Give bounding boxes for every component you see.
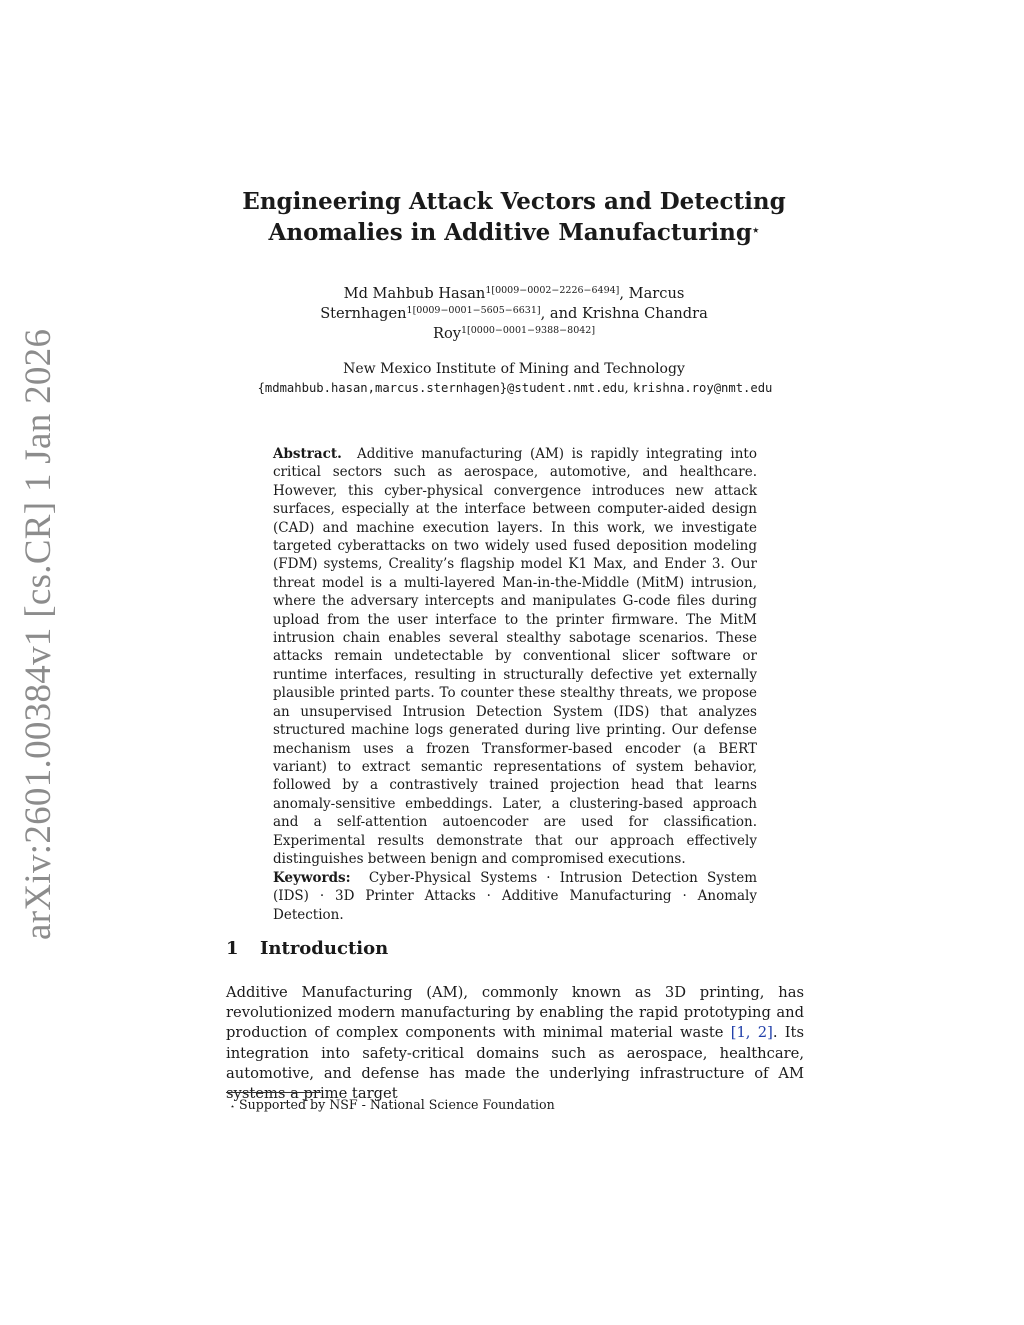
- footnote: [230, 1096, 555, 1113]
- email-separator: ,: [624, 381, 629, 396]
- author-2-name: Sternhagen: [320, 305, 407, 322]
- author-3-name: Roy: [432, 325, 461, 342]
- keywords-text: Cyber-Physical Systems · Intrusion Detection System (IDS) · 3D Printer Attacks · Additive Manufacturing · Anomaly Detection.: [273, 870, 757, 923]
- footnote-text: Supported by NSF - National Science Foundation: [239, 1097, 555, 1112]
- section-heading-introduction: [226, 938, 388, 959]
- intro-paragraph: [226, 983, 804, 1104]
- section-title: Introduction: [260, 938, 389, 959]
- title-line-2-text: Anomalies in Additive Manufacturing: [268, 219, 752, 246]
- email-group[interactable]: {mdmahbub.hasan,marcus.sternhagen}@student.nmt.edu: [257, 381, 625, 395]
- author-2-orcid: 1[0009−0001−5605−6631]: [406, 305, 541, 316]
- affiliation: New Mexico Institute of Mining and Technology: [343, 361, 685, 377]
- paper-title: [224, 186, 804, 248]
- keywords-label: Keywords:: [273, 870, 351, 886]
- author-emails: [200, 379, 830, 398]
- abstract-label: Abstract.: [273, 446, 342, 462]
- author-1-orcid: 1[0009−0002−2226−6494]: [485, 285, 620, 296]
- author-list: [224, 284, 804, 344]
- arxiv-identifier: arXiv:2601.00384v1 [cs.CR] 1 Jan 2026: [18, 328, 59, 940]
- author-1-name: Md Mahbub Hasan: [343, 285, 486, 302]
- intro-text-1: Additive Manufacturing (AM), commonly known as 3D printing, has revolutionized modern manufacturing by enabling the rapid prototyping and production of complex components with minimal material waste: [226, 984, 804, 1042]
- author-separator-2: , and Krishna Chandra: [540, 305, 708, 322]
- citation-link[interactable]: [1, 2]: [730, 1024, 773, 1042]
- keywords: [273, 869, 757, 924]
- abstract: [273, 445, 757, 868]
- abstract-text: Additive manufacturing (AM) is rapidly integrating into critical sectors such as aerospace, automotive, and healthcare. However, this cyber-physical convergence introduces new attack surfaces, especially at the interface between computer-aided design (CAD) and machine execution layers. In this work, we investigate targeted cyberattacks on two widely used fused deposition modeling (FDM) systems, Creality’s flagship model K1 Max, and Ender 3. Our threat model is a multi-layered Man-in-the-Middle (MitM) intrusion, where the adversary intercepts and manipulates G-code files during upload from the user interface to the printer firmware. The MitM intrusion chain enables several stealthy sabotage scenarios. These attacks remain undetectable by conventional slicer software or runtime interfaces, resulting in structurally defective yet externally plausible printed parts. To counter these stealthy threats, we propose an unsupervised Intrusion Detection System (IDS) that analyzes structured machine logs generated during live printing. Our defense mechanism uses a frozen Transformer-based encoder (a BERT variant) to extract semantic representations of system behavior, followed by a contrastively trained projection head that learns anomaly-sensitive embeddings. Later, a clustering-based approach and a self-attention autoencoder are used for classification. Experimental results demonstrate that our approach effectively distinguishes between benign and compromised executions.: [273, 446, 757, 867]
- author-3-orcid: 1[0000−0001−9388−8042]: [460, 325, 596, 336]
- section-number: 1: [226, 938, 239, 959]
- email-krishna[interactable]: krishna.roy@nmt.edu: [632, 381, 773, 395]
- title-line-1: Engineering Attack Vectors and Detecting: [242, 188, 786, 215]
- intro-text-2: . Its integration into safety-critical domains such as aerospace, healthcare, automotive, and defense has made the underlying infrastructure of AM systems a prime target: [226, 1024, 804, 1103]
- footnote-mark: ⋆: [230, 1102, 236, 1111]
- footnote-divider: [226, 1092, 321, 1093]
- title-line-2: [224, 217, 804, 248]
- author-separator-1: , Marcus: [619, 285, 685, 302]
- title-footnote-mark[interactable]: ⋆: [751, 223, 760, 237]
